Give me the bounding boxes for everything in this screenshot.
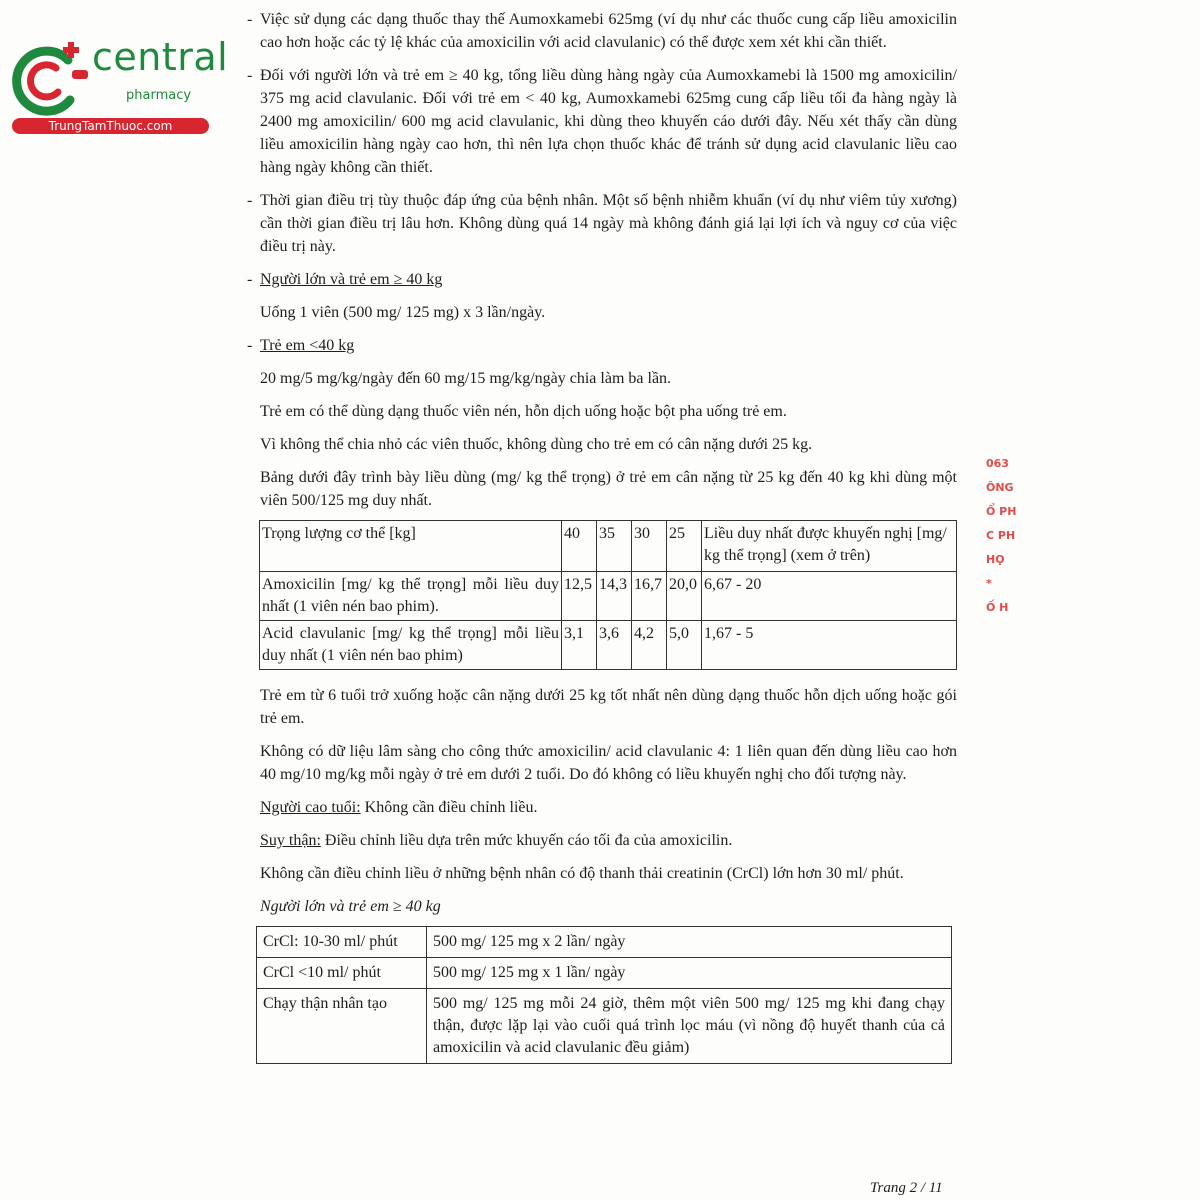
table-row	[260, 621, 957, 670]
table-cell: 35	[597, 521, 632, 572]
child-line: Bảng dưới đây trình bày liều dùng (mg/ kg thể trọng) ở trẻ em cân nặng từ 25 kg đến 40 kg khi dùng một viên 500/125 mg duy nhất.	[260, 469, 957, 509]
pediatric-note: Không có dữ liệu lâm sàng cho công thức amoxicilin/ acid clavulanic 4: 1 liên quan đến dùng liều cao hơn 40 mg/10 mg/kg mỗi ngày ở trẻ em dưới 2 tuổi. Do đó không có liều khuyến nghị cho đối tượng này.	[260, 743, 957, 783]
stamp-text: Ố H	[986, 601, 1009, 612]
table-cell: 1,67 - 5	[702, 621, 957, 670]
table-cell: 500 mg/ 125 mg x 1 lần/ ngày	[427, 958, 952, 989]
table-cell: 16,7	[632, 572, 667, 621]
table-cell: Amoxicilin [mg/ kg thể trọng] mỗi liều duy nhất (1 viên nén bao phim).	[260, 572, 562, 621]
table-cell: CrCl <10 ml/ phút	[257, 958, 427, 989]
table-cell: 3,6	[597, 621, 632, 670]
renal-dose-table	[256, 926, 952, 1064]
table-cell: Liều duy nhất được khuyến nghị [mg/ kg thể trọng] (xem ở trên)	[702, 521, 957, 572]
table-cell: 40	[562, 521, 597, 572]
table-cell: Chạy thận nhân tạo	[257, 989, 427, 1064]
table-cell: Trọng lượng cơ thể [kg]	[260, 521, 562, 572]
stamp-text: ÔNG	[986, 481, 1014, 494]
renal-subheading: Người lớn và trẻ em ≥ 40 kg	[260, 898, 441, 915]
child-line: 20 mg/5 mg/kg/ngày đến 60 mg/15 mg/kg/ngày chia làm ba lần.	[260, 370, 672, 387]
stamp-text: 063	[986, 457, 1009, 470]
table-row	[257, 958, 952, 989]
renal-section: Suy thận: Điều chỉnh liều dựa trên mức khuyến cáo tối đa của amoxicilin.	[260, 832, 733, 849]
pharmacy-logo-icon	[10, 38, 92, 118]
stamp-text: HỌ	[986, 553, 1005, 566]
child-heading: - Trẻ em <40 kg	[247, 334, 957, 357]
adult-dose: Uống 1 viên (500 mg/ 125 mg) x 3 lần/ngày.	[260, 304, 546, 321]
table-cell: 6,67 - 20	[702, 572, 957, 621]
bullet-paragraph: - Việc sử dụng các dạng thuốc thay thế Aumoxkamebi 625mg (ví dụ như các thuốc cung cấp liều amoxicilin cao hơn hoặc các tỷ lệ khác của amoxicilin với acid clavulanic) có thể được xem xét khi cần thiết.	[247, 8, 957, 54]
stamp-text: *	[986, 577, 992, 590]
brand-name: central	[92, 35, 229, 79]
table-cell: 3,1	[562, 621, 597, 670]
pediatric-dose-table	[259, 520, 957, 670]
table-cell: 5,0	[667, 621, 702, 670]
table-header-row	[260, 521, 957, 572]
child-line: Trẻ em có thể dùng dạng thuốc viên nén, hỗn dịch uống hoặc bột pha uống trẻ em.	[260, 403, 787, 420]
bullet-paragraph: - Đối với người lớn và trẻ em ≥ 40 kg, tổng liều dùng hàng ngày của Aumoxkamebi là 1500 mg amoxicilin/ 375 mg acid clavulanic. Đối với trẻ em < 40 kg, Aumoxkamebi 625mg cung cấp liều tối đa hàng ngày là 2400 mg amoxicilin/ 600 mg acid clavulanic, khi dùng theo khuyến cáo dưới đây. Nếu xét thấy cần dùng liều amoxicilin hàng ngày cao hơn, thì nên lựa chọn thuốc khác để tránh sử dụng acid clavulanic liều cao hàng ngày không cần thiết.	[247, 64, 957, 179]
stamp-text: C PH	[986, 529, 1016, 542]
renal-note: Không cần điều chỉnh liều ở những bệnh nhân có độ thanh thải creatinin (CrCl) lớn hơn 30 ml/ phút.	[260, 865, 904, 882]
table-row	[260, 572, 957, 621]
table-cell: Acid clavulanic [mg/ kg thể trọng] mỗi liều duy nhất (1 viên nén bao phim)	[260, 621, 562, 670]
table-cell: CrCl: 10-30 ml/ phút	[257, 927, 427, 958]
table-row	[257, 989, 952, 1064]
table-cell: 30	[632, 521, 667, 572]
adult-heading: - Người lớn và trẻ em ≥ 40 kg	[247, 268, 957, 291]
table-cell: 500 mg/ 125 mg mỗi 24 giờ, thêm một viên 500 mg/ 125 mg khi đang chạy thận, được lặp lại vào cuối quá trình lọc máu (vì nồng độ huyết thanh của cả amoxicilin và acid clavulanic đều giảm)	[427, 989, 952, 1064]
table-cell: 14,3	[597, 572, 632, 621]
brand-url[interactable]: TrungTamThuoc.com	[12, 118, 209, 134]
stamp-text: Ổ PH	[986, 505, 1017, 518]
document-body	[247, 8, 957, 1064]
red-stamp	[986, 452, 1018, 612]
child-line: Vì không thể chia nhỏ các viên thuốc, không dùng cho trẻ em có cân nặng dưới 25 kg.	[260, 436, 813, 453]
brand-subtitle: pharmacy	[126, 88, 192, 103]
elderly-section: Người cao tuổi: Không cần điều chỉnh liều.	[260, 799, 538, 816]
table-cell: 25	[667, 521, 702, 572]
table-row	[257, 927, 952, 958]
table-cell: 500 mg/ 125 mg x 2 lần/ ngày	[427, 927, 952, 958]
pediatric-note: Trẻ em từ 6 tuổi trở xuống hoặc cân nặng dưới 25 kg tốt nhất nên dùng dạng thuốc hỗn dịch uống hoặc gói trẻ em.	[260, 687, 957, 727]
brand-logo	[10, 35, 229, 138]
bullet-paragraph: - Thời gian điều trị tùy thuộc đáp ứng của bệnh nhân. Một số bệnh nhiễm khuẩn (ví dụ như viêm tủy xương) cần thời gian điều trị lâu hơn. Không dùng quá 14 ngày mà không đánh giá lại lợi ích và nguy cơ của việc điều trị này.	[247, 189, 957, 258]
page-number: Trang 2 / 11	[870, 1180, 943, 1196]
table-cell: 4,2	[632, 621, 667, 670]
table-cell: 12,5	[562, 572, 597, 621]
table-cell: 20,0	[667, 572, 702, 621]
